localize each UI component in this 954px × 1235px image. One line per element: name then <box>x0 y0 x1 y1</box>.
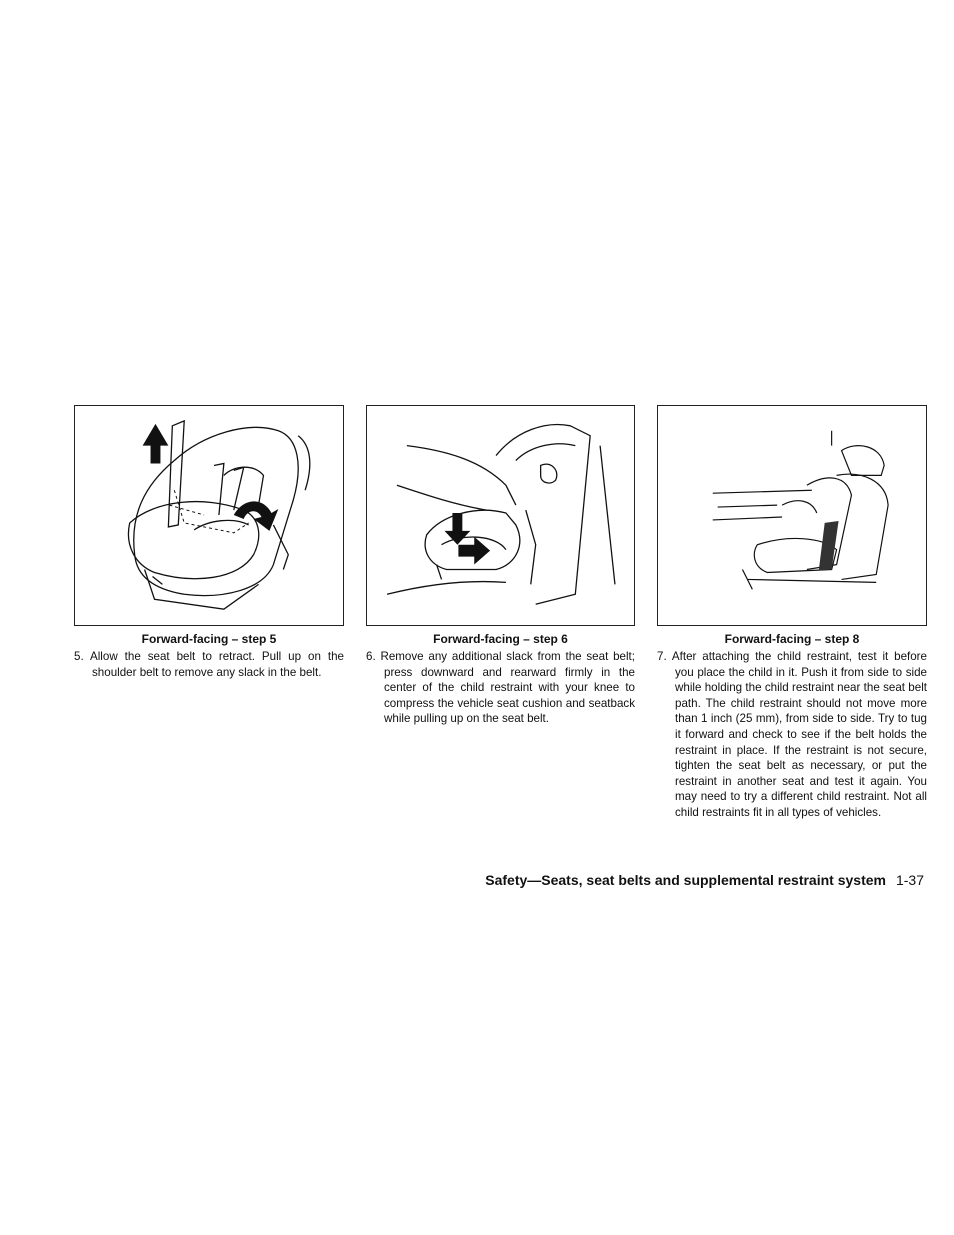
page-footer <box>485 872 924 888</box>
illustration-step-6 <box>366 405 635 626</box>
illustration-step-5 <box>74 405 344 626</box>
right-arrow-icon <box>458 537 490 565</box>
figure-caption: Forward-facing – step 5 <box>141 632 277 646</box>
column-step-5 <box>74 405 344 680</box>
figure-caption: Forward-facing – step 8 <box>724 632 860 646</box>
column-step-6 <box>366 405 635 727</box>
curved-arrow-icon <box>234 501 279 530</box>
illustration-step-8 <box>657 405 927 626</box>
up-arrow-icon <box>143 424 169 464</box>
step-text: 5. Allow the seat belt to retract. Pull up on the shoulder belt to remove any slack in the belt. <box>74 650 344 679</box>
child-seat-drawing <box>75 406 343 625</box>
step-text: 7. After attaching the child restraint, test it before you place the child in it. Push it from side to side while holding the child restraint near the seat belt path. The child restraint should not move more than 1 inch (25 mm), from side to side. Try to tug it forward and check to see if the belt holds the restraint in place. If the restraint is not secure, tighten the seat belt as necessary, or put the restraint in another seat and test it again. You may need to try a different child restraint. Not all child restraints fit in all types of vehicles. <box>657 650 927 819</box>
section-title: Safety—Seats, seat belts and supplemental restraint system <box>485 872 886 888</box>
column-step-8 <box>657 405 927 821</box>
figure-caption: Forward-facing – step 6 <box>433 632 568 646</box>
seat-belt-shape <box>819 521 839 571</box>
page-number: 1-37 <box>895 872 924 888</box>
child-seat-knee-drawing <box>367 406 634 625</box>
seat-test-drawing <box>658 406 926 625</box>
step-text: 6. Remove any additional slack from the seat belt; press downward and rearward firmly in the center of the child restraint with your knee to compress the vehicle seat cushion and seatback while pulling up on the seat belt. <box>366 650 635 726</box>
